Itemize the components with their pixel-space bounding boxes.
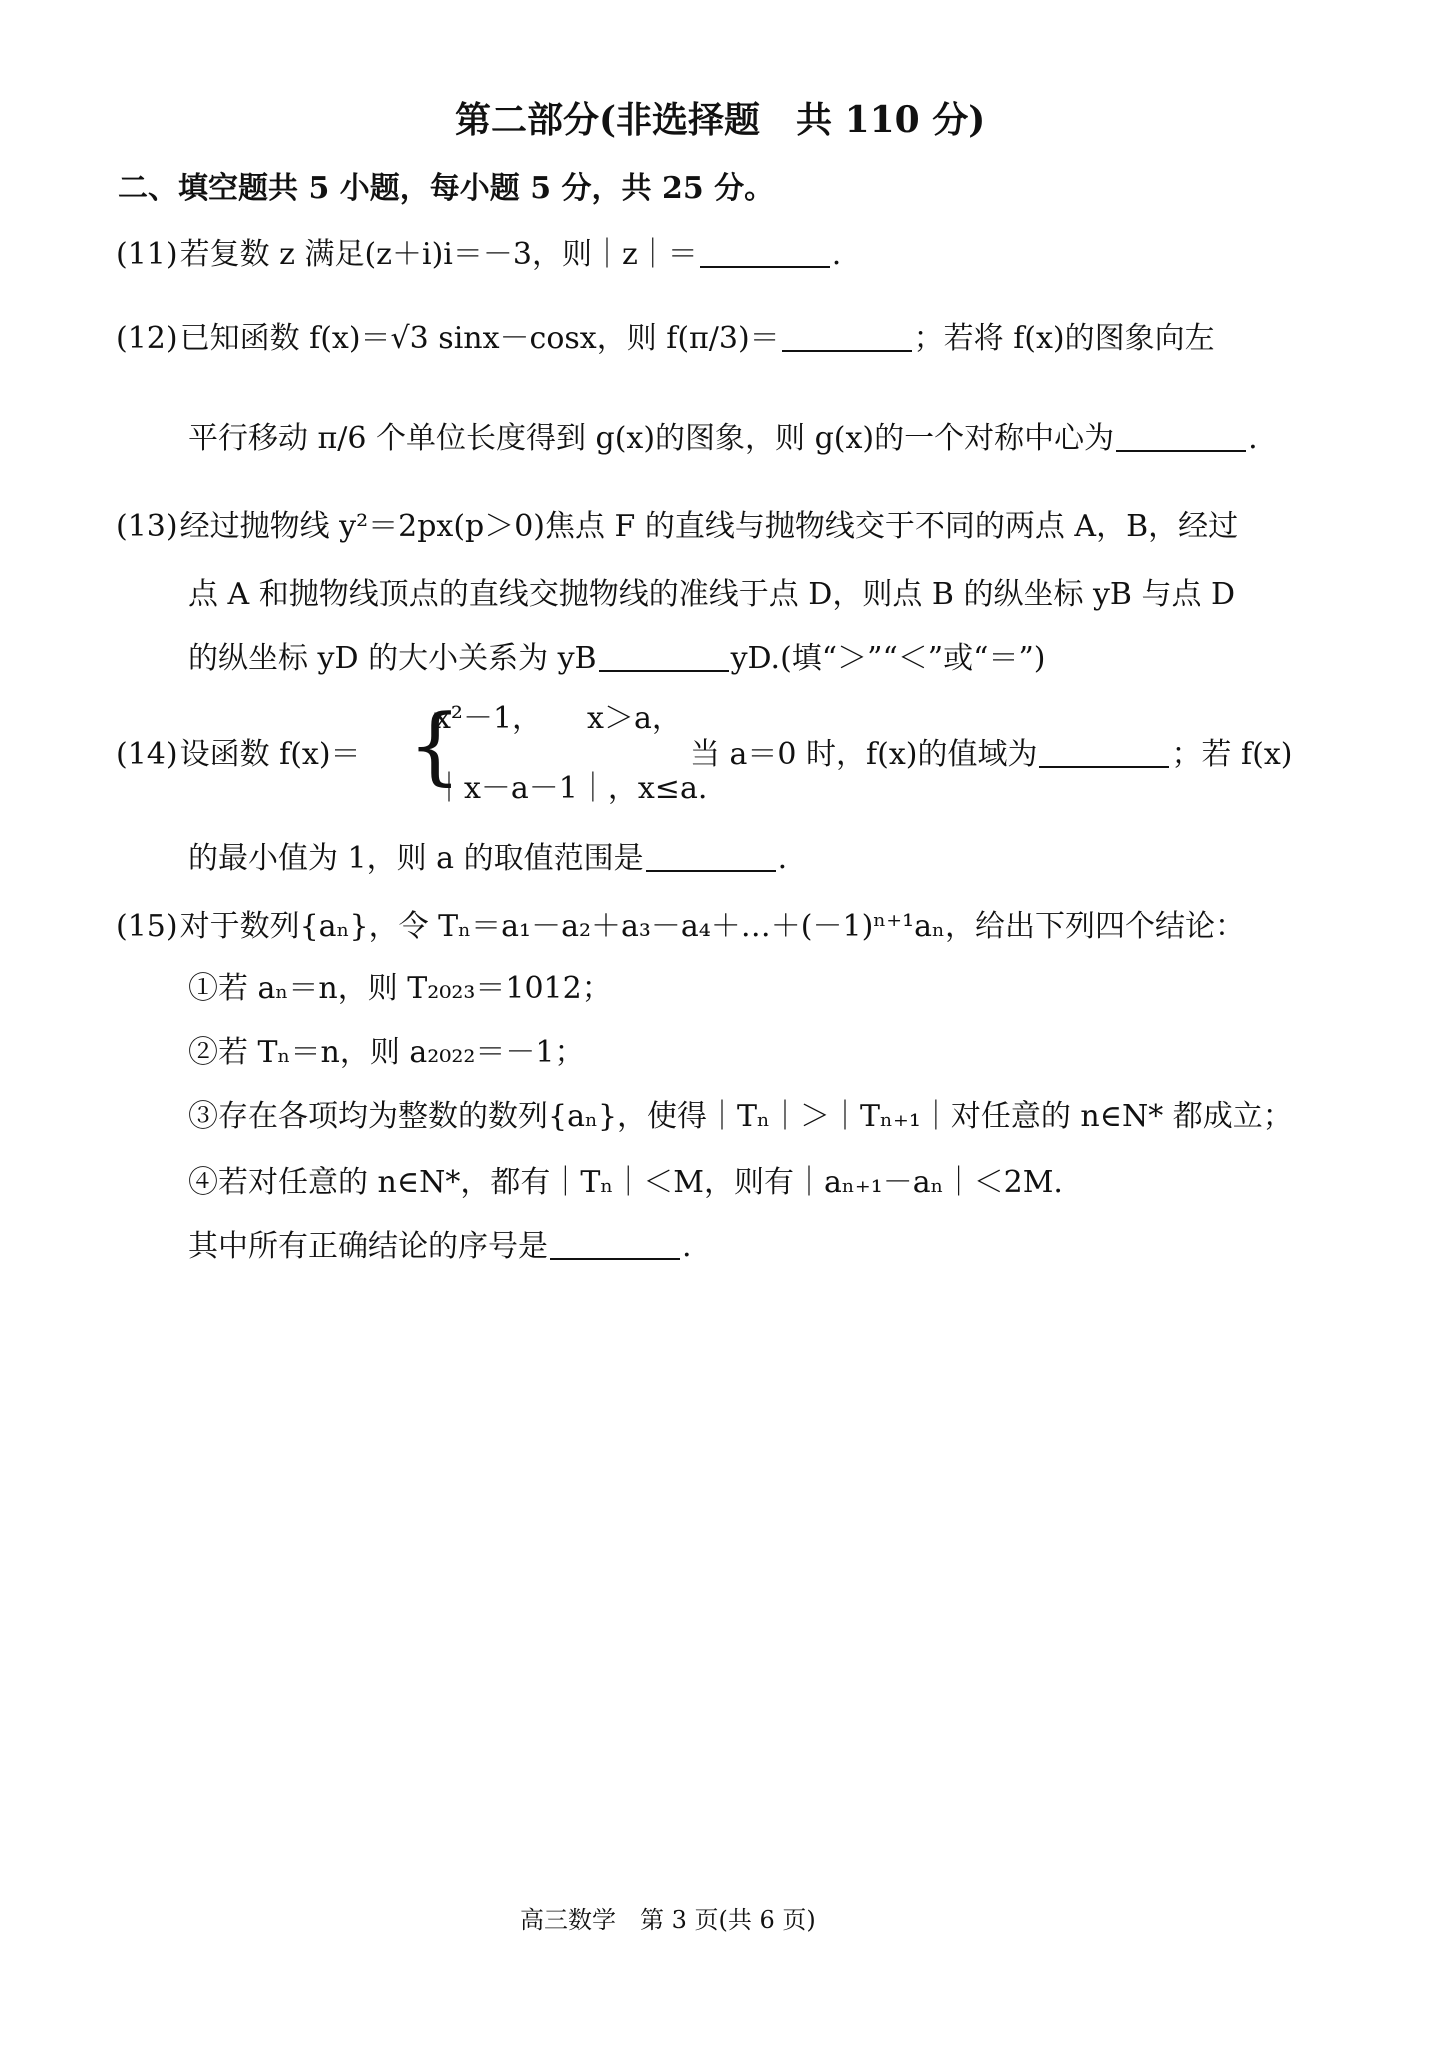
question-number: (11) xyxy=(116,237,178,272)
question-text: 点 A 和抛物线顶点的直线交抛物线的准线于点 D，则点 B 的纵坐标 yB 与点 D xyxy=(188,577,1236,612)
question-text: ；若将 f(x)的图象向左 xyxy=(913,321,1215,356)
question-15-conclusion xyxy=(188,1228,692,1266)
question-tail: . xyxy=(1248,421,1258,456)
question-13-line-3 xyxy=(188,640,1046,678)
question-15-item-1: ①若 aₙ＝n，则 T₂₀₂₃＝1012； xyxy=(188,971,612,1006)
question-number: (12) xyxy=(116,321,178,356)
question-text: 当 a＝0 时，f(x)的值域为 xyxy=(690,737,1038,772)
question-13-line-1 xyxy=(116,508,1238,546)
page-title: 第二部分(非选择题 共 110 分) xyxy=(455,99,986,141)
question-text: 其中所有正确结论的序号是 xyxy=(188,1229,548,1264)
question-14-line-1-right xyxy=(690,736,1292,774)
answer-blank xyxy=(700,266,830,268)
question-text: 设函数 f(x)＝ xyxy=(179,737,361,772)
question-text: 的纵坐标 yD 的大小关系为 yB xyxy=(188,641,597,676)
question-text: 已知函数 f(x)＝√3 sinx－cosx，则 f(π/3)＝ xyxy=(179,321,780,356)
piecewise-case-1: x²－1， x＞a， xyxy=(434,701,682,736)
answer-blank xyxy=(782,350,912,352)
question-tail: . xyxy=(831,237,842,272)
question-text: 平行移动 π/6 个单位长度得到 g(x)的图象，则 g(x)的一个对称中心为 xyxy=(188,421,1115,456)
piecewise-brace: { xyxy=(408,696,462,794)
answer-blank xyxy=(1039,766,1169,768)
question-tail: . xyxy=(777,841,788,876)
question-number: (15) xyxy=(116,909,178,944)
question-13-line-2 xyxy=(188,576,1235,614)
page-footer: 高三数学 第 3 页(共 6 页) xyxy=(520,1906,816,1934)
question-12-line-2 xyxy=(188,420,1258,458)
question-text: 经过抛物线 y²＝2px(p＞0)焦点 F 的直线与抛物线交于不同的两点 A，B，经过 xyxy=(179,509,1239,544)
question-text: 对于数列{aₙ}，令 Tₙ＝a₁－a₂＋a₃－a₄＋…＋(－1)ⁿ⁺¹aₙ，给出下列四个结论： xyxy=(179,909,1246,944)
question-15-item-2: ②若 Tₙ＝n，则 a₂₀₂₂＝－1； xyxy=(188,1035,585,1070)
section-heading: 二、填空题共 5 小题，每小题 5 分，共 25 分。 xyxy=(118,171,775,206)
question-11 xyxy=(116,236,841,274)
question-14-line-2 xyxy=(188,840,787,878)
question-15-intro xyxy=(116,908,1245,946)
question-text: 若复数 z 满足(z＋i)i＝－3，则｜z｜＝ xyxy=(179,237,698,272)
question-12-line-1 xyxy=(116,320,1215,358)
question-text: ；若 f(x) xyxy=(1171,737,1293,772)
question-text: 的最小值为 1，则 a 的取值范围是 xyxy=(188,841,644,876)
answer-blank xyxy=(550,1258,680,1260)
question-15-item-3: ③存在各项均为整数的数列{aₙ}，使得｜Tₙ｜＞｜Tₙ₊₁｜对任意的 n∈N* 都成立； xyxy=(188,1099,1293,1134)
question-tail: . xyxy=(682,1229,692,1264)
question-text: yD.(填“＞”“＜”或“＝”) xyxy=(730,641,1046,676)
answer-blank xyxy=(646,870,776,872)
question-number: (13) xyxy=(116,509,178,544)
question-15-item-4: ④若对任意的 n∈N*，都有｜Tₙ｜＜M，则有｜aₙ₊₁－aₙ｜＜2M. xyxy=(188,1165,1063,1200)
answer-blank xyxy=(1116,450,1246,452)
piecewise-case-2: ｜x－a－1｜，x≤a. xyxy=(434,771,708,806)
question-14-line-1 xyxy=(116,736,361,774)
question-number: (14) xyxy=(116,737,178,772)
answer-blank xyxy=(599,670,729,672)
